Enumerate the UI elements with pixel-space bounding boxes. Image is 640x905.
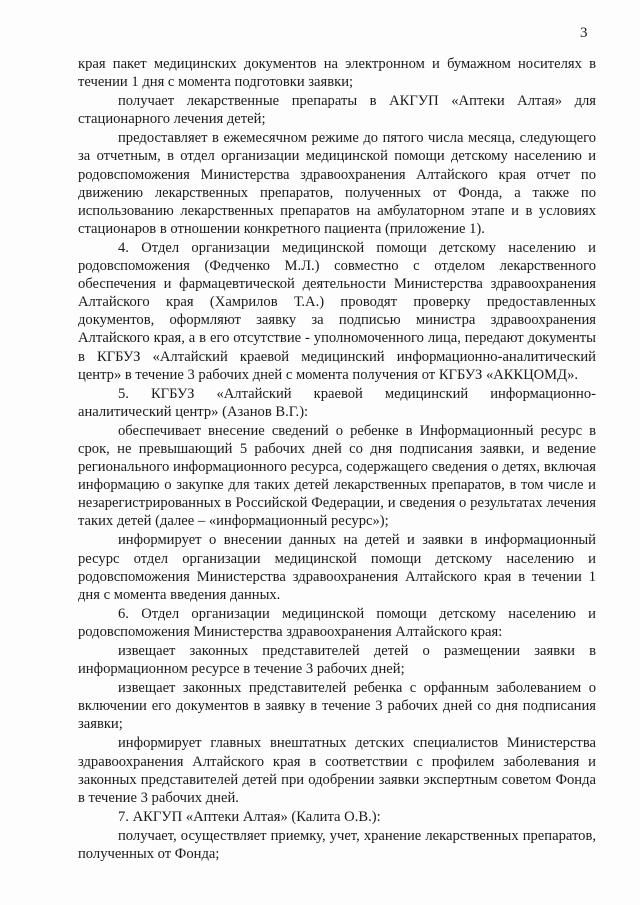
document-body	[78, 55, 596, 863]
paragraph: предоставляет в ежемесячном режиме до пятого числа месяца, следующего за отчетным, в отдел организации медицинской помощи детскому населению и родовспоможения Министерства здравоохранения Алтайского края отчет по движению лекарственных препаратов, полученных от Фонда, а также по использованию лекарственных препаратов на амбулаторном этапе и в условиях стационаров в отношении конкретного пациента (приложение 1).	[78, 130, 596, 237]
paragraph: края пакет медицинских документов на электронном и бумажном носителях в течении 1 дня с момента подготовки заявки;	[78, 56, 596, 91]
paragraph: извещает законных представителей детей о размещении заявки в информационном ресурсе в течение 3 рабочих дней;	[78, 643, 596, 678]
paragraph: 7. АКГУП «Аптеки Алтая» (Калита О.В.):	[118, 808, 381, 825]
paragraph: обеспечивает внесение сведений о ребенке в Информационный ресурс в срок, не превышающий 5 рабочих дней со дня подписания заявки, и ведение регионального информационного ресурса, содержащего сведения о детях, включая информацию о закупке для таких детей лекарственных препаратов, в том числе и незарегистрированных в Российской Федерации, и сведения о результатах лечения таких детей (далее – «информационный ресурс»);	[78, 422, 596, 530]
paragraph: извещает законных представителей ребенка с орфанным заболеванием о включении его документов в заявку в течение 3 рабочих дней со дня подписания заявки;	[78, 680, 596, 733]
paragraph: получает лекарственные препараты в АКГУП «Аптеки Алтая» для стационарного лечения детей;	[78, 93, 596, 128]
paragraph: 6. Отдел организации медицинской помощи детскому населению и родовспоможения Министерства здравоохранения Алтайского края:	[78, 605, 596, 640]
paragraph: информирует главных внештатных детских специалистов Министерства здравоохранения Алтайского края в соответствии с профилем заболевания и законных представителей детей при одобрении заявки экспертным советом Фонда в течение 3 рабочих дней.	[78, 735, 596, 806]
paragraph: получает, осуществляет приемку, учет, хранение лекарственных препаратов, полученных от Фонда;	[78, 827, 596, 863]
page-number: 3	[580, 25, 588, 41]
paragraph: информирует о внесении данных на детей и заявки в информационный ресурс отдел организации медицинской помощи детскому населению и родовспоможения Министерства здравоохранения Алтайского края в течении 1 дня с момента введения данных.	[78, 532, 596, 603]
paragraph: 5. КГБУЗ «Алтайский краевой медицинский информационно-аналитический центр» (Азанов В.Г.):	[78, 385, 596, 420]
paragraph: 4. Отдел организации медицинской помощи детскому населению и родовспоможения (Федченко М.Л.) совместно с отделом лекарственного обеспечения и фармацевтической деятельности Министерства здравоохранения Алтайского края (Хамрилов Т.А.) проводят проверку предоставленных документов, оформляют заявку за подписью министра здравоохранения Алтайского края, а в его отсутствие - уполномоченного лица, передают документы в КГБУЗ «Алтайский краевой медицинский информационно-аналитический центр» в течение 3 рабочих дней с момента получения от КГБУЗ «АККЦОМД».	[78, 239, 596, 383]
